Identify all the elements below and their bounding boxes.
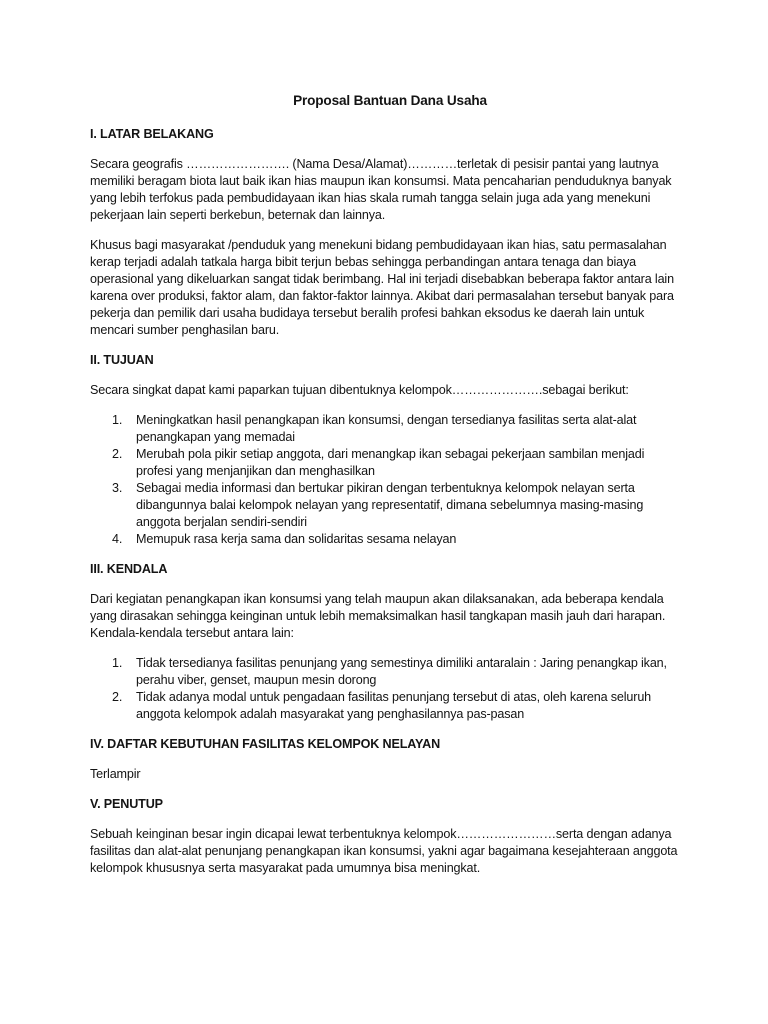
list-item bbox=[90, 655, 680, 689]
list-item-text: Sebagai media informasi dan bertukar pikiran dengan terbentuknya kelompok nelayan serta dibangunnya balai kelompok nelayan yang representatif, dimana sebelumnya masing-masing anggota berjalan sendiri-sendiri bbox=[136, 481, 644, 529]
section-heading-daftar-kebutuhan: IV. DAFTAR KEBUTUHAN FASILITAS KELOMPOK NELAYAN bbox=[90, 737, 441, 751]
daftar-kebutuhan-text: Terlampir bbox=[90, 767, 141, 781]
section-heading-kendala: III. KENDALA bbox=[90, 562, 168, 576]
section-heading-latar-belakang: I. LATAR BELAKANG bbox=[90, 127, 214, 141]
list-item bbox=[90, 480, 680, 531]
list-item-number: 1. bbox=[112, 413, 123, 427]
list-item bbox=[90, 446, 680, 480]
kendala-list bbox=[90, 655, 680, 723]
list-item-text: Merubah pola pikir setiap anggota, dari menangkap ikan sebagai pekerjaan sambilan menjadi profesi yang menjanjikan dan menghasilkan bbox=[136, 447, 645, 478]
tujuan-list bbox=[90, 412, 680, 548]
list-item-number: 3. bbox=[112, 481, 123, 495]
list-item bbox=[90, 412, 680, 446]
list-item-text: Memupuk rasa kerja sama dan solidaritas sesama nelayan bbox=[136, 532, 457, 546]
list-item-number: 1. bbox=[112, 656, 123, 670]
section-heading-penutup: V. PENUTUP bbox=[90, 797, 163, 811]
list-item-number: 2. bbox=[112, 690, 123, 704]
list-item bbox=[90, 689, 680, 723]
latar-belakang-paragraph-2: Khusus bagi masyarakat /penduduk yang menekuni bidang pembudidayaan ikan hias, satu permasalahan kerap terjadi adalah tatkala harga bibit terjun bebas sehingga perbandingan antara tenaga dan biaya operasional yang dikeluarkan sangat tidak berimbang. Hal ini terjadi disebabkan beberapa faktor antara lain karena over produksi, faktor alam, dan faktor-faktor lainnya. Akibat dari permasalahan tersebut banyak para pekerja dan pemilik dari usaha budidaya tersebut beralih profesi bahkan eksodus ke daerah lain untuk mencari sumber penghasilan baru. bbox=[90, 238, 674, 337]
list-item bbox=[90, 531, 680, 548]
document-page bbox=[90, 92, 680, 890]
latar-belakang-paragraph-1: Secara geografis ……………………. (Nama Desa/Alamat)…………terletak di pesisir pantai yang lautnya memiliki beragam biota laut baik ikan hias maupun ikan konsumsi. Mata pencaharian penduduknya banyak yang lebih terfokus pada pembudidayaan ikan hias skala rumah tangga selain juga ada yang menekuni pekerjaan lain seperti berkebun, beternak dan lainnya. bbox=[90, 157, 672, 222]
list-item-text: Tidak tersedianya fasilitas penunjang yang semestinya dimiliki antaralain : Jaring penangkap ikan, perahu viber, genset, maupun mesin dorong bbox=[136, 656, 667, 687]
section-heading-tujuan: II. TUJUAN bbox=[90, 353, 154, 367]
kendala-intro: Dari kegiatan penangkapan ikan konsumsi yang telah maupun akan dilaksanakan, ada beberapa kendala yang dirasakan sehingga keinginan untuk lebih memaksimalkan hasil tangkapan masih jauh dari harapan. Kendala-kendala tersebut antara lain: bbox=[90, 592, 666, 640]
tujuan-intro: Secara singkat dapat kami paparkan tujuan dibentuknya kelompok………………….sebagai berikut: bbox=[90, 383, 629, 397]
document-title: Proposal Bantuan Dana Usaha bbox=[293, 93, 487, 108]
list-item-text: Meningkatkan hasil penangkapan ikan konsumsi, dengan tersedianya fasilitas serta alat-alat penangkapan yang memadai bbox=[136, 413, 637, 444]
list-item-text: Tidak adanya modal untuk pengadaan fasilitas penunjang tersebut di atas, oleh karena seluruh anggota kelompok adalah masyarakat yang penghasilannya pas-pasan bbox=[136, 690, 652, 721]
list-item-number: 4. bbox=[112, 532, 123, 546]
list-item-number: 2. bbox=[112, 447, 123, 461]
penutup-paragraph: Sebuah keinginan besar ingin dicapai lewat terbentuknya kelompok……………………serta dengan adanya fasilitas dan alat-alat penunjang penangkapan ikan konsumsi, yakni agar bagaimana kesejahteraan anggota kelompok khususnya serta masyarakat pada umumnya bisa meningkat. bbox=[90, 827, 678, 875]
